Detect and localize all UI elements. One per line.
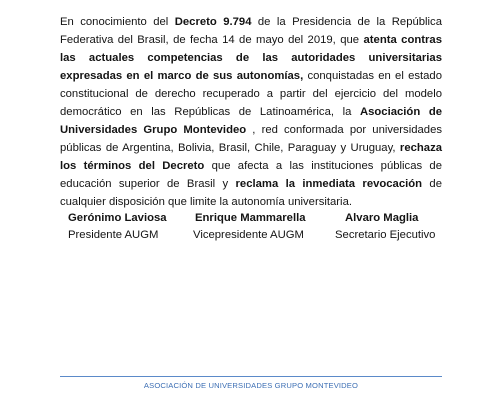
signatory-vicepresident: [193, 210, 306, 244]
signatory-name: Enrique Mammarella: [195, 212, 306, 224]
paragraph-text: de la Presidencia de la República Federativa del Brasil, de fecha 14 de mayo del 2019, que: [60, 16, 442, 46]
signatory-president: [68, 210, 167, 244]
declaration-paragraph: [60, 13, 442, 211]
signatory-role: Vicepresidente AUGM: [193, 229, 304, 241]
paragraph-text: conquistadas en el estado constitucional de derecho recuperado a partir del ejercicio del modelo democrático en las Repúblicas de Latinoamérica, la: [60, 70, 442, 118]
paragraph-text: que afecta a las instituciones públicas de educación superior de Brasil y: [60, 160, 442, 190]
organization-name: Asociación de Universidades Grupo Montevideo: [60, 106, 443, 136]
footer-organization: ASOCIACIÓN DE UNIVERSIDADES GRUPO MONTEVIDEO: [143, 381, 359, 390]
decree-reference: Decreto 9.794: [174, 16, 252, 28]
paragraph-text: En conocimiento del: [60, 16, 175, 28]
paragraph-text: , red conformada por universidades públicas de Argentina, Bolivia, Brasil, Chile, Paraguay y Uruguay,: [60, 124, 442, 154]
signatory-name: Alvaro Maglia: [345, 212, 419, 224]
signatory-secretary: [335, 210, 435, 244]
emphasis-autonomy: atenta contras las actuales competencias de las autoridades universitarias expresadas en el marco de sus autonomías,: [60, 34, 442, 82]
emphasis-revocation: reclama la inmediata revocación: [235, 178, 423, 190]
signatory-name: Gerónimo Laviosa: [68, 212, 167, 224]
emphasis-rejection: rechaza los términos del Decreto: [60, 142, 442, 172]
signature-block: [0, 210, 500, 250]
paragraph-text: de cualquier disposición que limite la autonomía universitaria.: [60, 178, 442, 208]
signatory-role: Presidente AUGM: [68, 229, 159, 241]
footer-divider: [60, 376, 442, 377]
signatory-role: Secretario Ejecutivo: [335, 229, 436, 241]
